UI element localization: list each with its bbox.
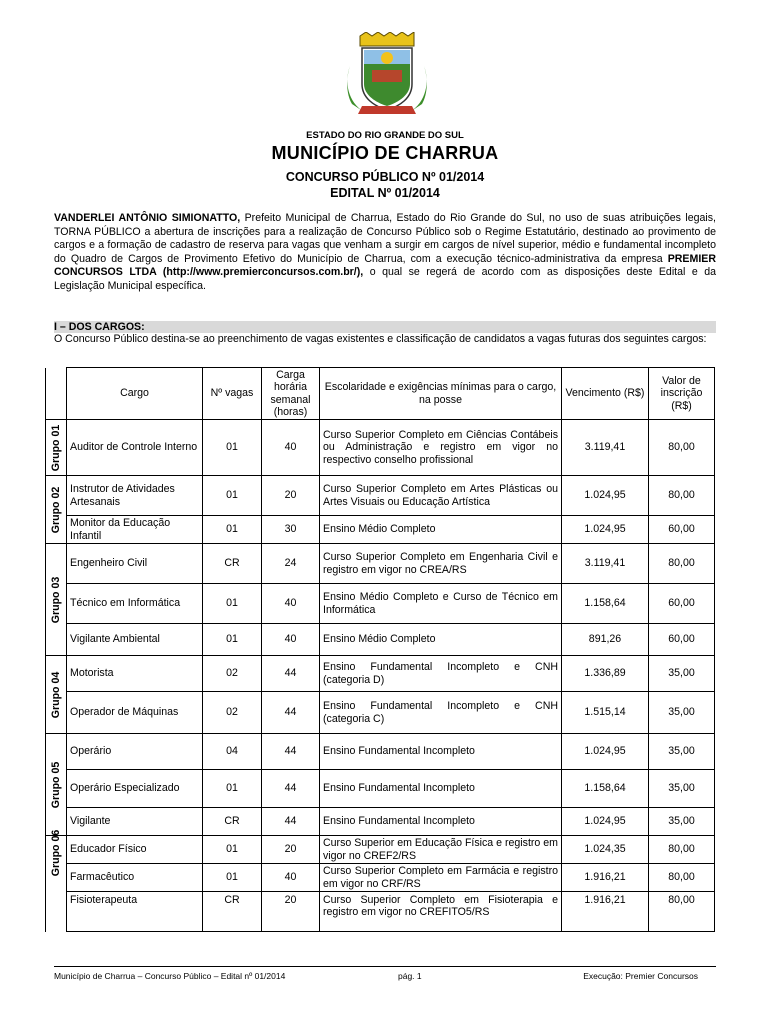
vagas-cell: 01	[203, 420, 262, 476]
carga-cell: 40	[262, 864, 320, 892]
escolaridade-cell: Ensino Fundamental Incompleto	[320, 770, 562, 808]
table-row	[46, 476, 715, 516]
group-label: Grupo 01	[46, 420, 67, 476]
cargo-cell: Operário Especializado	[67, 770, 203, 808]
cargo-cell: Instrutor de Atividades Artesanais	[67, 476, 203, 516]
inscricao-cell: 35,00	[649, 734, 715, 770]
carga-cell: 44	[262, 656, 320, 692]
state-name: ESTADO DO RIO GRANDE DO SUL	[306, 130, 464, 141]
group-label: Grupo 04	[46, 656, 67, 734]
escolaridade-cell: Ensino Médio Completo e Curso de Técnico em Informática	[320, 584, 562, 624]
table-row	[46, 734, 715, 770]
group-label: Grupo 06	[46, 836, 67, 932]
escolaridade-cell: Ensino Fundamental Incompleto	[320, 808, 562, 836]
carga-cell: 20	[262, 476, 320, 516]
footer-page-number: pág. 1	[398, 971, 422, 981]
vencimento-cell: 1.336,89	[562, 656, 649, 692]
municipal-coat-of-arms-icon	[342, 32, 432, 122]
inscricao-cell: 80,00	[649, 476, 715, 516]
cargo-cell: Monitor da Educação Infantil	[67, 516, 203, 544]
vagas-cell: 01	[203, 476, 262, 516]
vagas-cell: CR	[203, 892, 262, 932]
page-footer	[54, 966, 716, 981]
header-cargo: Cargo	[67, 368, 203, 420]
vagas-cell: CR	[203, 808, 262, 836]
table-row	[46, 420, 715, 476]
escolaridade-cell: Ensino Fundamental Incompleto	[320, 734, 562, 770]
intro-paragraph	[54, 212, 716, 294]
cargo-cell: Técnico em Informática	[67, 584, 203, 624]
escolaridade-cell: Curso Superior Completo em Artes Plásticas ou Artes Visuais ou Educação Artística	[320, 476, 562, 516]
header-escolaridade: Escolaridade e exigências mínimas para o cargo, na posse	[320, 368, 562, 420]
inscricao-cell: 80,00	[649, 892, 715, 932]
carga-cell: 40	[262, 420, 320, 476]
vencimento-cell: 1.024,95	[562, 734, 649, 770]
carga-cell: 44	[262, 808, 320, 836]
cargos-table	[45, 367, 715, 932]
header-carga: Carga horária semanal (horas)	[262, 368, 320, 420]
inscricao-cell: 80,00	[649, 544, 715, 584]
section-title: I – DOS CARGOS:	[54, 321, 716, 333]
carga-cell: 44	[262, 734, 320, 770]
inscricao-cell: 35,00	[649, 656, 715, 692]
vencimento-cell: 3.119,41	[562, 544, 649, 584]
table-row	[46, 692, 715, 734]
carga-cell: 30	[262, 516, 320, 544]
company-name: PREMIER CONCURSOS LTDA (http://www.premierconcursos.com.br/),	[54, 252, 716, 279]
table-row	[46, 656, 715, 692]
group-header-cell	[46, 368, 67, 420]
carga-cell: 44	[262, 770, 320, 808]
header-inscricao: Valor de inscrição (R$)	[649, 368, 715, 420]
vagas-cell: CR	[203, 544, 262, 584]
vencimento-cell: 3.119,41	[562, 420, 649, 476]
cargo-cell: Vigilante Ambiental	[67, 624, 203, 656]
vencimento-cell: 1.515,14	[562, 692, 649, 734]
table-row	[46, 544, 715, 584]
vencimento-cell: 1.024,95	[562, 476, 649, 516]
escolaridade-cell: Ensino Médio Completo	[320, 516, 562, 544]
vencimento-cell: 1.158,64	[562, 770, 649, 808]
carga-cell: 44	[262, 692, 320, 734]
cargo-cell: Operário	[67, 734, 203, 770]
vencimento-cell: 1.024,95	[562, 516, 649, 544]
inscricao-cell: 80,00	[649, 420, 715, 476]
table-row	[46, 808, 715, 836]
cargo-cell: Motorista	[67, 656, 203, 692]
vencimento-cell: 1.024,95	[562, 808, 649, 836]
escolaridade-cell: Curso Superior Completo em Fisioterapia e registro em vigor no CREFITO5/RS	[320, 892, 562, 932]
cargo-cell: Operador de Máquinas	[67, 692, 203, 734]
carga-cell: 20	[262, 892, 320, 932]
table-row	[46, 864, 715, 892]
escolaridade-cell: Curso Superior Completo em Ciências Contábeis ou Administração e registro em vigor no respectivo conselho profissional	[320, 420, 562, 476]
inscricao-cell: 80,00	[649, 864, 715, 892]
vagas-cell: 01	[203, 770, 262, 808]
escolaridade-cell: Curso Superior Completo em Farmácia e registro em vigor no CRF/RS	[320, 864, 562, 892]
group-label: Grupo 02	[46, 476, 67, 544]
concurso-title: CONCURSO PÚBLICO Nº 01/2014	[285, 170, 485, 184]
vagas-cell: 01	[203, 624, 262, 656]
vagas-cell: 01	[203, 864, 262, 892]
vagas-cell: 02	[203, 692, 262, 734]
table-row	[46, 624, 715, 656]
vagas-cell: 01	[203, 516, 262, 544]
inscricao-cell: 60,00	[649, 584, 715, 624]
vencimento-cell: 1.024,35	[562, 836, 649, 864]
municipality-title: MUNICÍPIO DE CHARRUA	[271, 143, 499, 163]
cargo-cell: Farmacêutico	[67, 864, 203, 892]
carga-cell: 40	[262, 624, 320, 656]
intro-text-1: Prefeito Municipal de Charrua, Estado do Rio Grande do Sul, no uso de suas atribuições legais, TORNA PÚBLICO a abertura de inscrições para a realização de Concurso Público sob o Regime Estatutário, destinado ao provimento de cargos e a formação de cadastro de reserva para vagas que venham a surgir em cargos de nível superior, médio e fundamental incompleto do Quadro de Cargos de Provimento Efetivo do Município de Charrua, com a execução técnico-administrativa da empresa	[54, 212, 717, 265]
mayor-name: VANDERLEI ANTÔNIO SIMIONATTO,	[54, 212, 241, 224]
vencimento-cell: 1.916,21	[562, 892, 649, 932]
carga-cell: 20	[262, 836, 320, 864]
table-row	[46, 836, 715, 864]
header-vencimento: Vencimento (R$)	[562, 368, 649, 420]
table-row	[46, 584, 715, 624]
vencimento-cell: 891,26	[562, 624, 649, 656]
escolaridade-cell: Ensino Médio Completo	[320, 624, 562, 656]
inscricao-cell: 35,00	[649, 770, 715, 808]
group-label: Grupo 03	[46, 544, 67, 656]
inscricao-cell: 35,00	[649, 808, 715, 836]
cargo-cell: Engenheiro Civil	[67, 544, 203, 584]
edital-title: EDITAL Nº 01/2014	[330, 186, 440, 200]
carga-cell: 24	[262, 544, 320, 584]
inscricao-cell: 60,00	[649, 624, 715, 656]
inscricao-cell: 35,00	[649, 692, 715, 734]
vencimento-cell: 1.916,21	[562, 864, 649, 892]
escolaridade-cell: Curso Superior em Educação Física e registro em vigor no CREF2/RS	[320, 836, 562, 864]
escolaridade-cell: Ensino Fundamental Incompleto e CNH (categoria D)	[320, 656, 562, 692]
vagas-cell: 04	[203, 734, 262, 770]
footer-right: Execução: Premier Concursos	[583, 971, 698, 981]
footer-left: Município de Charrua – Concurso Público – Edital nº 01/2014	[54, 971, 286, 981]
vagas-cell: 01	[203, 836, 262, 864]
cargo-cell: Vigilante	[67, 808, 203, 836]
vencimento-cell: 1.158,64	[562, 584, 649, 624]
table-row	[46, 516, 715, 544]
table-row	[46, 892, 715, 932]
inscricao-cell: 60,00	[649, 516, 715, 544]
header-vagas: Nº vagas	[203, 368, 262, 420]
group-label: Grupo 05	[46, 734, 67, 836]
carga-cell: 40	[262, 584, 320, 624]
inscricao-cell: 80,00	[649, 836, 715, 864]
intro-text-2: o qual se regerá de acordo com as disposições deste Edital e da Legislação Municipal específica.	[54, 266, 716, 292]
section-text: O Concurso Público destina-se ao preenchimento de vagas existentes e classificação de candidatos a vagas futuras dos seguintes cargos:	[54, 333, 707, 345]
vagas-cell: 01	[203, 584, 262, 624]
table-header-row	[46, 368, 715, 420]
escolaridade-cell: Ensino Fundamental Incompleto e CNH (categoria C)	[320, 692, 562, 734]
table-row	[46, 770, 715, 808]
cargo-cell: Fisioterapeuta	[67, 892, 203, 932]
escolaridade-cell: Curso Superior Completo em Engenharia Civil e registro em vigor no CREA/RS	[320, 544, 562, 584]
vagas-cell: 02	[203, 656, 262, 692]
cargo-cell: Educador Físico	[67, 836, 203, 864]
cargo-cell: Auditor de Controle Interno	[67, 420, 203, 476]
